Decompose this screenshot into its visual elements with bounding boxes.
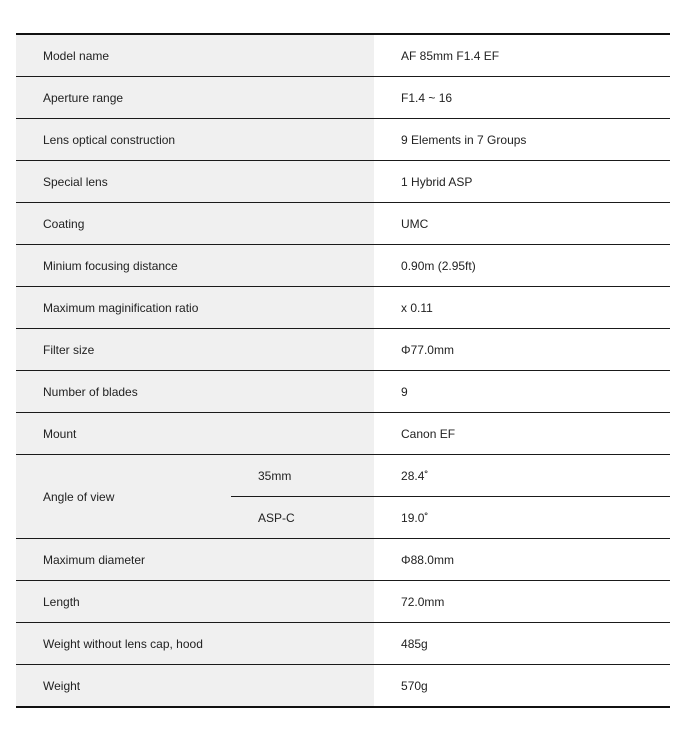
spec-label: Maximum diameter xyxy=(16,539,374,581)
table-row xyxy=(16,581,670,623)
table-row xyxy=(16,245,670,287)
spec-label: Filter size xyxy=(16,329,374,371)
spec-value: AF 85mm F1.4 EF xyxy=(374,34,670,77)
spec-label: Lens optical construction xyxy=(16,119,374,161)
table-row xyxy=(16,665,670,708)
table-row xyxy=(16,161,670,203)
table-row xyxy=(16,203,670,245)
table-row xyxy=(16,34,670,77)
table-row-angle-35mm xyxy=(16,455,670,497)
spec-label: Special lens xyxy=(16,161,374,203)
table-row xyxy=(16,539,670,581)
spec-value: UMC xyxy=(374,203,670,245)
angle-sub-value: 19.0˚ xyxy=(374,497,670,539)
spec-value: F1.4 ~ 16 xyxy=(374,77,670,119)
spec-value: 9 xyxy=(374,371,670,413)
table-row xyxy=(16,413,670,455)
spec-label: Length xyxy=(16,581,374,623)
angle-sub-value: 28.4˚ xyxy=(374,455,670,497)
spec-label: Model name xyxy=(16,34,374,77)
spec-value: x 0.11 xyxy=(374,287,670,329)
spec-value: 570g xyxy=(374,665,670,708)
spec-value: 1 Hybrid ASP xyxy=(374,161,670,203)
angle-sub-label: ASP-C xyxy=(231,497,374,539)
spec-value: 485g xyxy=(374,623,670,665)
spec-value: 0.90m (2.95ft) xyxy=(374,245,670,287)
spec-table xyxy=(16,33,670,708)
table-row xyxy=(16,287,670,329)
spec-label: Minium focusing distance xyxy=(16,245,374,287)
table-row xyxy=(16,77,670,119)
spec-value: 9 Elements in 7 Groups xyxy=(374,119,670,161)
table-row xyxy=(16,329,670,371)
spec-label: Aperture range xyxy=(16,77,374,119)
table-row xyxy=(16,623,670,665)
spec-value: Φ77.0mm xyxy=(374,329,670,371)
spec-value: Φ88.0mm xyxy=(374,539,670,581)
spec-label: Weight without lens cap, hood xyxy=(16,623,374,665)
spec-label: Maximum maginification ratio xyxy=(16,287,374,329)
spec-label: Weight xyxy=(16,665,374,708)
table-row xyxy=(16,119,670,161)
angle-of-view-label: Angle of view xyxy=(16,455,231,539)
spec-value: 72.0mm xyxy=(374,581,670,623)
spec-label: Mount xyxy=(16,413,374,455)
angle-sub-label: 35mm xyxy=(231,455,374,497)
spec-label: Coating xyxy=(16,203,374,245)
spec-value: Canon EF xyxy=(374,413,670,455)
table-row xyxy=(16,371,670,413)
spec-label: Number of blades xyxy=(16,371,374,413)
